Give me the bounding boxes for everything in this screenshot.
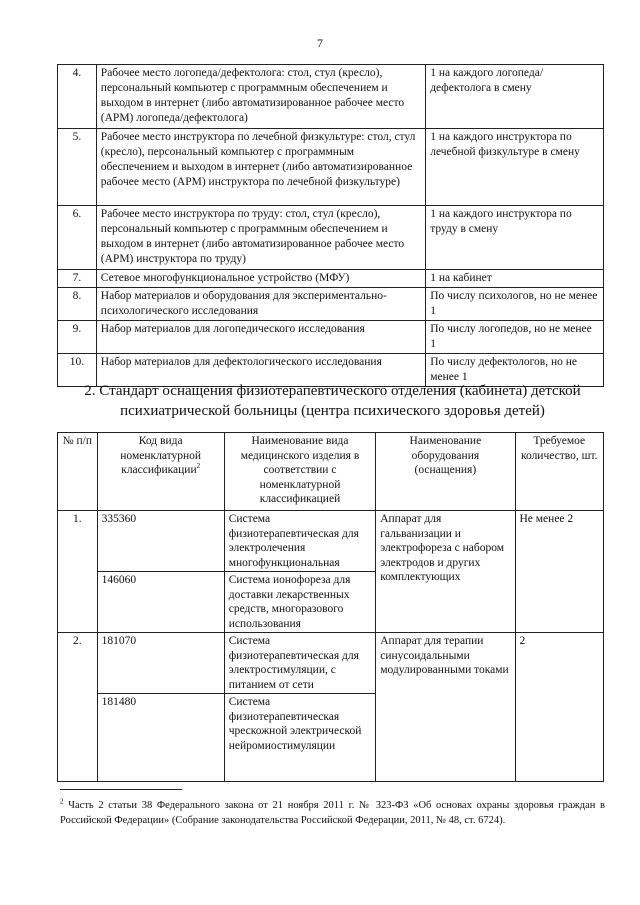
row-code: 181480 <box>97 694 224 782</box>
footnote-marker: 2 <box>60 797 64 806</box>
row-name: Рабочее место инструктора по лечебной физкультуре: стол, стул (кресло), персональный компьютер с программным обеспечением и выходом в интернет (либо автоматизированное рабочее место (АРМ) инструктора по лечебной физкультуре) <box>96 129 425 206</box>
row-number: 6. <box>58 206 97 270</box>
row-equipment: Аппарат для терапии синусоидальными модулированными токами <box>376 633 515 782</box>
row-quantity: 1 на каждого логопеда/дефектолога в смену <box>426 65 604 129</box>
row-code: 146060 <box>97 572 224 633</box>
page-number: 7 <box>317 36 323 50</box>
row-number: 4. <box>58 65 97 129</box>
row-quantity: По числу дефектологов, но не менее 1 <box>426 354 604 387</box>
row-name: Набор материалов для дефектологического исследования <box>96 354 425 387</box>
row-name: Рабочее место инструктора по труду: стол, стул (кресло), персональный компьютер с программным обеспечением и выходом в интернет (либо автоматизированное рабочее место (АРМ) инструктора по труду) <box>96 206 425 270</box>
row-name: Сетевое многофункциональное устройство (МФУ) <box>96 270 425 288</box>
table-row <box>58 633 604 694</box>
header-code <box>97 433 224 511</box>
row-code: 335360 <box>97 511 224 572</box>
table-row <box>58 129 604 206</box>
row-device: Система физиотерапевтическая чрескожной электрической нейромиостимуляции <box>224 694 375 782</box>
table-row <box>58 288 604 321</box>
row-quantity: 1 на кабинет <box>426 270 604 288</box>
row-name: Набор материалов и оборудования для экспериментально-психологического исследования <box>96 288 425 321</box>
row-number: 5. <box>58 129 97 206</box>
equipment-table-continued <box>57 64 604 387</box>
row-device: Система ионофореза для доставки лекарственных средств, многоразового использования <box>224 572 375 633</box>
row-quantity: По числу логопедов, но не менее 1 <box>426 321 604 354</box>
row-quantity: Не менее 2 <box>515 511 604 633</box>
header-code-text: Код вида номенклатурной классификации <box>120 435 202 476</box>
row-quantity: 1 на каждого инструктора по лечебной физкультуре в смену <box>426 129 604 206</box>
row-number: 10. <box>58 354 97 387</box>
row-quantity: 2 <box>515 633 604 782</box>
row-device: Система физиотерапевтическая для электростимуляции, с питанием от сети <box>224 633 375 694</box>
row-device: Система физиотерапевтическая для электролечения многофункциональная <box>224 511 375 572</box>
row-number: 1. <box>58 511 98 633</box>
header-num: № п/п <box>58 433 98 511</box>
header-equipment: Наименование оборудования (оснащения) <box>376 433 515 511</box>
section-title: 2. Стандарт оснащения физиотерапевтического отделения (кабинета) детской психиатрической больницы (центра психического здоровья детей) <box>84 383 581 419</box>
row-quantity: По числу психологов, но не менее 1 <box>426 288 604 321</box>
row-number: 7. <box>58 270 97 288</box>
table-row <box>58 270 604 288</box>
table-header-row <box>58 433 604 511</box>
footnote-text: Часть 2 статьи 38 Федерального закона от 21 ноября 2011 г. № 323-ФЗ «Об основах охраны здоровья граждан в Российской Федерации» (Собрание законодательства Российской Федерации, 2011, № 48, ст. 6724). <box>60 800 605 826</box>
row-number: 9. <box>58 321 97 354</box>
footnote-divider <box>60 789 182 790</box>
row-name: Рабочее место логопеда/дефектолога: стол, стул (кресло), персональный компьютер с программным обеспечением и выходом в интернет (либо автоматизированное рабочее место (АРМ) логопеда/дефектолога) <box>96 65 425 129</box>
physiotherapy-equipment-table <box>57 432 604 782</box>
row-equipment: Аппарат для гальванизации и электрофореза с набором электродов и других комплектующих <box>376 511 515 633</box>
row-number: 8. <box>58 288 97 321</box>
row-quantity: 1 на каждого инструктора по труду в смену <box>426 206 604 270</box>
row-code: 181070 <box>97 633 224 694</box>
footnote <box>60 798 605 828</box>
footnote-ref: 2 <box>196 462 201 471</box>
row-number: 2. <box>58 633 98 782</box>
header-device: Наименование вида медицинского изделия в соответствии с номенклатурной классификацией <box>224 433 375 511</box>
table-row <box>58 65 604 129</box>
table-row <box>58 511 604 572</box>
header-quantity: Требуемое количество, шт. <box>515 433 604 511</box>
table-row <box>58 206 604 270</box>
row-name: Набор материалов для логопедического исследования <box>96 321 425 354</box>
table-row <box>58 321 604 354</box>
